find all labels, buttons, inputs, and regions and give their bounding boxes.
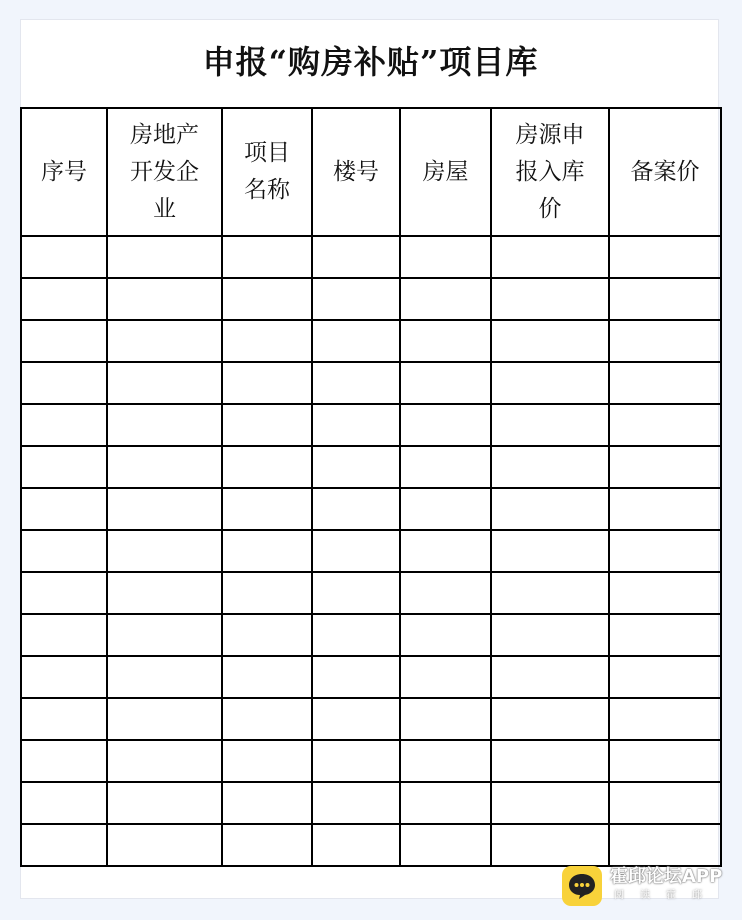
- table-cell: [107, 362, 222, 404]
- table-cell: [107, 278, 222, 320]
- table-cell: [609, 782, 721, 824]
- table-cell: [400, 236, 491, 278]
- watermark-name: 霍邱论坛APP: [610, 866, 723, 887]
- table-cell: [400, 698, 491, 740]
- table-cell: [222, 656, 312, 698]
- table-cell: [400, 656, 491, 698]
- table-cell: [222, 740, 312, 782]
- table-cell: [491, 278, 609, 320]
- table-row: [21, 782, 721, 824]
- table-cell: [107, 782, 222, 824]
- table-cell: [609, 404, 721, 446]
- table-row: [21, 404, 721, 446]
- table-cell: [107, 698, 222, 740]
- table-cell: [491, 824, 609, 866]
- table-header-row: [21, 108, 721, 236]
- table-cell: [312, 446, 400, 488]
- table-cell: [107, 740, 222, 782]
- table-cell: [21, 572, 107, 614]
- table-cell: [222, 572, 312, 614]
- table-row: [21, 278, 721, 320]
- table-cell: [609, 362, 721, 404]
- table-cell: [609, 656, 721, 698]
- table-cell: [491, 488, 609, 530]
- table-cell: [21, 362, 107, 404]
- table-cell: [21, 656, 107, 698]
- table-cell: [491, 530, 609, 572]
- table-cell: [609, 278, 721, 320]
- header-cell-developer: 房地产 开发企 业: [107, 108, 222, 236]
- table-cell: [609, 740, 721, 782]
- table-cell: [107, 446, 222, 488]
- table-cell: [609, 572, 721, 614]
- table-row: [21, 320, 721, 362]
- header-cell-building-no: 楼号: [312, 108, 400, 236]
- table-cell: [222, 824, 312, 866]
- table-row: [21, 614, 721, 656]
- table-cell: [222, 530, 312, 572]
- table-body: [21, 236, 721, 866]
- table-cell: [107, 614, 222, 656]
- table-row: [21, 572, 721, 614]
- table-cell: [312, 572, 400, 614]
- table-cell: [312, 320, 400, 362]
- table-cell: [21, 320, 107, 362]
- table-cell: [609, 236, 721, 278]
- table-row: [21, 698, 721, 740]
- table-cell: [21, 488, 107, 530]
- table-row: [21, 656, 721, 698]
- table-cell: [222, 362, 312, 404]
- header-cell-declared-price: 房源申 报入库 价: [491, 108, 609, 236]
- table-cell: [491, 320, 609, 362]
- table-row: [21, 446, 721, 488]
- table-cell: [491, 782, 609, 824]
- table-cell: [400, 488, 491, 530]
- table-cell: [400, 614, 491, 656]
- table-row: [21, 488, 721, 530]
- table-cell: [222, 488, 312, 530]
- table-cell: [400, 404, 491, 446]
- table-row: [21, 530, 721, 572]
- table-cell: [312, 530, 400, 572]
- table-cell: [400, 572, 491, 614]
- document-title: 申报“购房补贴”项目库: [202, 43, 539, 81]
- table-cell: [491, 572, 609, 614]
- table-cell: [312, 698, 400, 740]
- table-cell: [312, 404, 400, 446]
- table-cell: [400, 446, 491, 488]
- table-cell: [222, 278, 312, 320]
- table-cell: [609, 614, 721, 656]
- header-cell-house: 房屋: [400, 108, 491, 236]
- table-cell: [107, 656, 222, 698]
- document-page: [20, 19, 719, 899]
- table-cell: [21, 614, 107, 656]
- table-cell: [107, 572, 222, 614]
- table-cell: [222, 782, 312, 824]
- table-cell: [609, 320, 721, 362]
- table-cell: [609, 488, 721, 530]
- table-cell: [400, 278, 491, 320]
- forum-logo-icon: [562, 866, 602, 906]
- table-cell: [312, 236, 400, 278]
- watermark-subtitle: 阅读霍邱: [614, 890, 718, 901]
- table-cell: [107, 404, 222, 446]
- table-cell: [21, 278, 107, 320]
- table-cell: [312, 614, 400, 656]
- table-cell: [609, 824, 721, 866]
- table-cell: [400, 362, 491, 404]
- table-cell: [491, 614, 609, 656]
- table-cell: [491, 236, 609, 278]
- table-cell: [400, 530, 491, 572]
- header-cell-project-name: 项目 名称: [222, 108, 312, 236]
- table-cell: [400, 824, 491, 866]
- table-cell: [21, 698, 107, 740]
- table-cell: [107, 236, 222, 278]
- table-cell: [491, 362, 609, 404]
- table-cell: [312, 740, 400, 782]
- table-cell: [222, 320, 312, 362]
- header-cell-index: 序号: [21, 108, 107, 236]
- table-cell: [312, 488, 400, 530]
- table-cell: [609, 446, 721, 488]
- table-cell: [312, 656, 400, 698]
- table-cell: [107, 824, 222, 866]
- table-cell: [312, 824, 400, 866]
- table-cell: [491, 698, 609, 740]
- table-cell: [400, 740, 491, 782]
- table-cell: [21, 530, 107, 572]
- table-cell: [312, 782, 400, 824]
- table-cell: [400, 320, 491, 362]
- table-row: [21, 236, 721, 278]
- table-cell: [609, 698, 721, 740]
- project-table: [20, 107, 722, 867]
- table-cell: [609, 530, 721, 572]
- table-row: [21, 824, 721, 866]
- table-cell: [222, 446, 312, 488]
- table-cell: [222, 236, 312, 278]
- table-cell: [107, 488, 222, 530]
- table-cell: [491, 656, 609, 698]
- table-row: [21, 740, 721, 782]
- header-cell-filing-price: 备案价: [609, 108, 721, 236]
- table-cell: [21, 404, 107, 446]
- table-cell: [107, 320, 222, 362]
- table-row: [21, 362, 721, 404]
- table-cell: [491, 446, 609, 488]
- table-cell: [491, 404, 609, 446]
- table-cell: [21, 446, 107, 488]
- table-cell: [21, 236, 107, 278]
- table-cell: [21, 824, 107, 866]
- table-cell: [312, 362, 400, 404]
- table-cell: [491, 740, 609, 782]
- table-cell: [107, 530, 222, 572]
- table-cell: [400, 782, 491, 824]
- table-cell: [222, 698, 312, 740]
- table-cell: [21, 782, 107, 824]
- table-cell: [312, 278, 400, 320]
- table-cell: [222, 404, 312, 446]
- watermark: [562, 866, 732, 910]
- table-cell: [21, 740, 107, 782]
- table-cell: [222, 614, 312, 656]
